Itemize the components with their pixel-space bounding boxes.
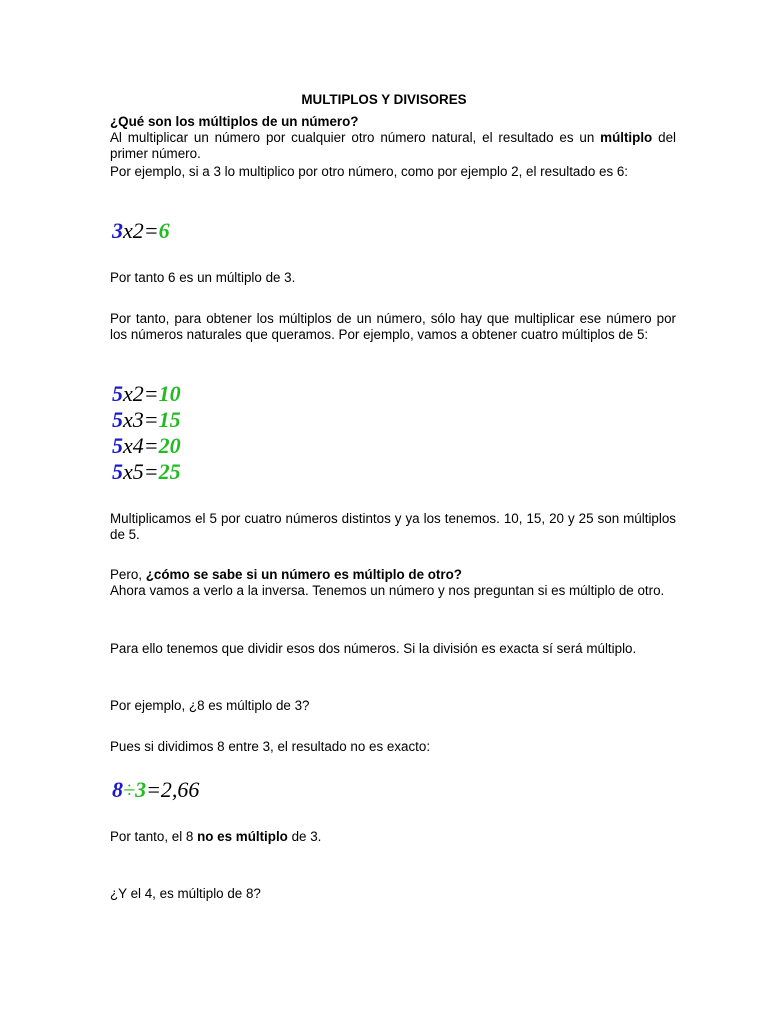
equation-5x3: 5x3=15 xyxy=(112,407,181,432)
paragraph-example-8-3: Por ejemplo, ¿8 es múltiplo de 3? xyxy=(110,698,310,713)
bold-term-multiplo: múltiplo xyxy=(600,130,653,145)
bold-question-how: ¿cómo se sabe si un número es múltiplo de otro? xyxy=(145,567,462,582)
paragraph-conclusion-8: Por tanto, el 8 no es múltiplo de 3. xyxy=(110,829,322,844)
paragraph-definition: Al multiplicar un número por cualquier otro número natural, el resultado es un múltiplo del primer número. xyxy=(110,130,676,161)
paragraph-divide: Para ello tenemos que dividir esos dos números. Si la división es exacta sí será múltiplo. xyxy=(110,641,637,656)
equation-5x2: 5x2=10 xyxy=(112,381,181,406)
equation-8-div-3: 8÷3=2,66 xyxy=(112,777,200,802)
operand: 3 xyxy=(112,218,123,243)
heading-question-multiples: ¿Qué son los múltiplos de un número? xyxy=(110,114,359,129)
paragraph-multiples-of-5: Multiplicamos el 5 por cuatro números distintos y ya los tenemos. 10, 15, 20 y 25 son múltiplos de 5. xyxy=(110,511,676,542)
bold-no-es-multiplo: no es múltiplo xyxy=(197,829,288,844)
paragraph-conclusion-6: Por tanto 6 es un múltiplo de 3. xyxy=(110,270,296,285)
equation-3x2: 3x2=6 xyxy=(112,218,170,243)
equation-list-multiples-5 xyxy=(112,381,512,485)
result: 6 xyxy=(158,218,170,243)
equation-5x5: 5x5=25 xyxy=(112,459,181,484)
paragraph-how-to-obtain: Por tanto, para obtener los múltiplos de un número, sólo hay que multiplicar ese número por los números naturales que queramos. Por ejemplo, vamos a obtener cuatro múltiplos de 5: xyxy=(110,311,676,342)
page-title: MULTIPLOS Y DIVISORES xyxy=(301,92,467,107)
equation-5x4: 5x4=20 xyxy=(112,433,181,458)
paragraph-example: Por ejemplo, si a 3 lo multiplico por otro número, como por ejemplo 2, el resultado es 6: xyxy=(110,164,629,179)
paragraph-not-exact: Pues si dividimos 8 entre 3, el resultado no es exacto: xyxy=(110,739,431,754)
paragraph-question-4-8: ¿Y el 4, es múltiplo de 8? xyxy=(110,886,261,901)
paragraph-how-to-know: Pero, ¿cómo se sabe si un número es múltiplo de otro? Ahora vamos a verlo a la inversa. Tenemos un número y nos preguntan si es múltiplo de otro. xyxy=(110,567,665,598)
